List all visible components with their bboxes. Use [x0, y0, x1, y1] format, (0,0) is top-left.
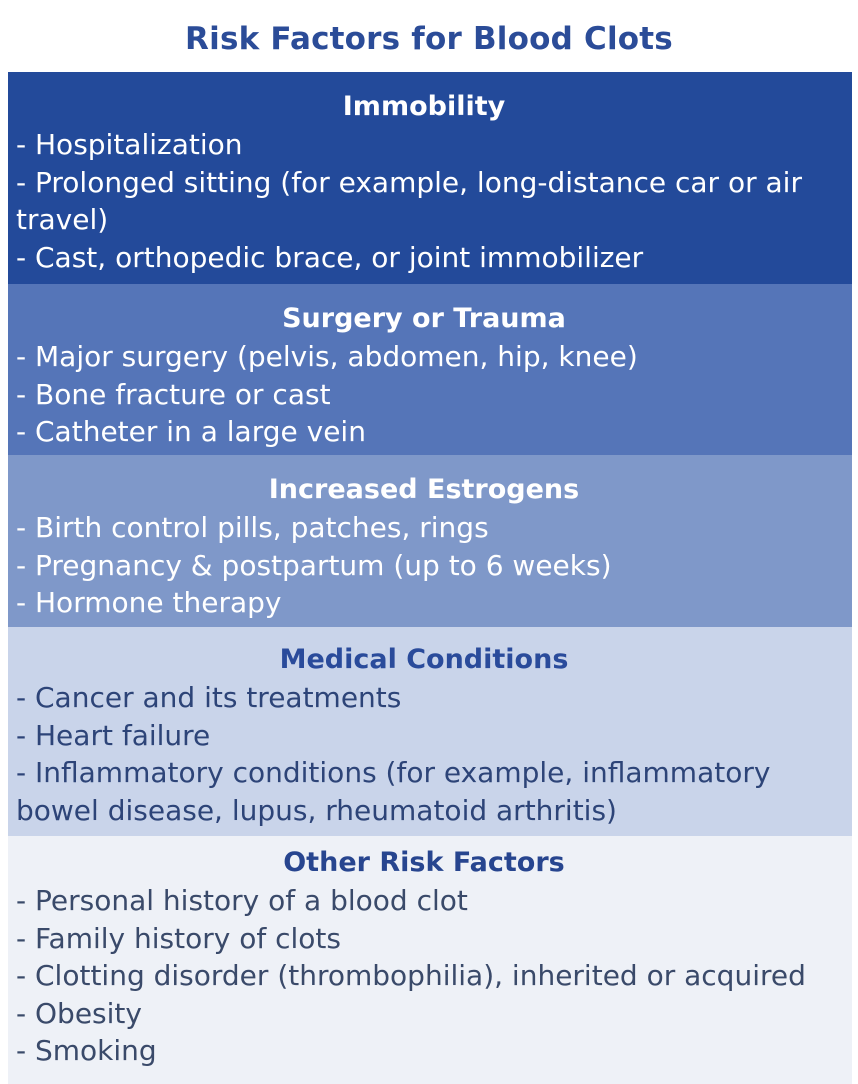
list-item: - Catheter in a large vein: [16, 415, 366, 448]
section-surgery-or-trauma: [8, 284, 852, 455]
list-item: - Smoking: [16, 1034, 157, 1067]
list-item: - Cancer and its treatments: [16, 681, 402, 714]
list-item: - Major surgery (pelvis, abdomen, hip, knee): [16, 340, 638, 373]
list-item: - Hormone therapy: [16, 586, 282, 619]
list-item: - Bone fracture or cast: [16, 377, 331, 411]
list-item: - Birth control pills, patches, rings: [16, 511, 489, 544]
item-list: [16, 679, 832, 829]
list-item: - Obesity: [16, 996, 142, 1030]
item-list: [16, 126, 832, 276]
section-heading: Medical Conditions: [279, 644, 569, 675]
item-list: [16, 509, 832, 622]
section-increased-estrogens: [8, 455, 852, 627]
list-item: - Pregnancy & postpartum (up to 6 weeks): [16, 548, 612, 582]
list-item: - Prolonged sitting (for example, long-distance car or air travel): [16, 165, 802, 236]
section-heading: Other Risk Factors: [283, 847, 565, 878]
list-item: - Heart failure: [16, 718, 211, 752]
section-other-risk-factors: [8, 836, 852, 1084]
item-list: [16, 338, 832, 451]
list-item: - Cast, orthopedic brace, or joint immobilizer: [16, 240, 644, 274]
risk-factor-table: [8, 72, 852, 1084]
item-list: [16, 882, 832, 1070]
section-heading: Increased Estrogens: [268, 474, 580, 505]
section-immobility: [8, 72, 852, 284]
list-item: - Clotting disorder (thrombophilia), inherited or acquired: [16, 959, 806, 992]
section-heading: Surgery or Trauma: [282, 303, 566, 334]
section-medical-conditions: [8, 627, 852, 836]
list-item: - Personal history of a blood clot: [16, 884, 468, 917]
list-item: - Family history of clots: [16, 921, 341, 955]
page-title: Risk Factors for Blood Clots: [185, 21, 673, 57]
list-item: - Hospitalization: [16, 128, 243, 161]
section-heading: Immobility: [342, 91, 506, 122]
list-item: - Inflammatory conditions (for example, inflammatory bowel disease, lupus, rheumatoid arthritis): [16, 756, 771, 827]
